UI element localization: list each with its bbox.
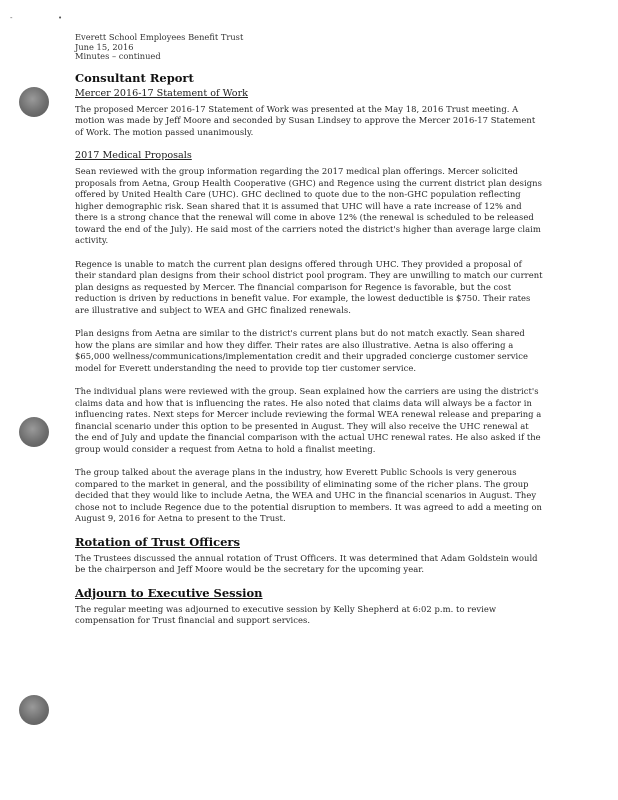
mercer-sow-heading: Mercer 2016-17 Statement of Work bbox=[75, 87, 248, 99]
medical-proposals-heading: 2017 Medical Proposals bbox=[75, 150, 192, 161]
medical-paragraph-5: The group talked about the average plans in the industry, how Everett Public Schools is very generous compared to the market in general, and the possibility of eliminating some of the richer plans. The group decided that they would like to include Aetna, the WEA and UHC in the financial scenarios in August. They chose not to include Regence due to the potential disruption to members. It was agreed to add a meeting on August 9, 2016 for Aetna to present to the Trust. bbox=[75, 467, 542, 523]
medical-paragraph-3: Plan designs from Aetna are similar to the district's current plans but do not match exactly. Sean shared how the plans are similar and how they differ. Their rates are also illustrative. Aetna is also offering a $65,000 wellness/communications/implementation credit and their upgraded concierge customer service model for Everett understanding the need to provide top tier customer service. bbox=[75, 328, 529, 373]
punch-hole-middle bbox=[19, 417, 49, 447]
document-header bbox=[75, 33, 545, 62]
medical-paragraph-1: Sean reviewed with the group information regarding the 2017 medical plan offerings. Mercer solicited proposals from Aetna, Group Health Cooperative (GHC) and Regence using the current district plan designs offered by United Health Care (UHC). GHC declined to quote due to the non-GHC population reflecting higher demographic risk. Sean shared that it is assumed that UHC will have a rate increase of 12% and there is a strong chance that the renewal will come in above 12% (the renewal is scheduled to be released toward the end of the July). He said most of the carriers noted the district's higher than average large claim activity. bbox=[75, 166, 542, 245]
medical-paragraph-4: The individual plans were reviewed with the group. Sean explained how the carriers are using the district's claims data and how that is influencing the rates. He also noted that claims data will always be a factor in influencing rates. Next steps for Mercer include reviewing the formal WEA renewal release and preparing a financial scenario under this option to be presented in August. They will also receive the UHC renewal at the end of July and update the financial comparison with the actual UHC renewal rates. He also asked if the group would consider a request from Aetna to hold a finalist meeting. bbox=[75, 386, 542, 454]
mercer-sow-paragraph: The proposed Mercer 2016-17 Statement of Work was presented at the May 18, 2016 Trust meeting. A motion was made by Jeff Moore and seconded by Susan Lindsey to approve the Mercer 2016-17 Statement of Work. The motion passed unanimously. bbox=[75, 103, 536, 137]
adjourn-heading: Adjourn to Executive Session bbox=[75, 585, 263, 600]
punch-hole-top bbox=[19, 87, 49, 117]
medical-paragraph-2: Regence is unable to match the current plan designs offered through UHC. They provided a proposal of their standard plan designs from their school district pool program. They are unwilling to match our current plan designs as requested by Mercer. The financial comparison for Regence is favorable, but the cost reduction is driven by reductions in benefit value. For example, the lowest deductible is $750. Their rates are illustrative and subject to WEA and GHC finalized renewals. bbox=[75, 258, 543, 315]
corner-mark: ‑ bbox=[10, 14, 13, 22]
adjourn-paragraph: The regular meeting was adjourned to executive session by Kelly Shepherd at 6:02 p.m. to review compensation for Trust financial and support services. bbox=[75, 603, 497, 625]
rotation-paragraph: The Trustees discussed the annual rotation of Trust Officers. It was determined that Adam Goldstein would be the chairperson and Jeff Moore would be the secretary for the upcoming year. bbox=[75, 552, 538, 574]
header-date: June 15, 2016 bbox=[75, 41, 134, 52]
rotation-heading: Rotation of Trust Officers bbox=[75, 534, 240, 549]
corner-dot: • bbox=[58, 14, 63, 22]
consultant-report-heading: Consultant Report bbox=[75, 70, 194, 85]
punch-hole-bottom bbox=[19, 695, 49, 725]
document-content bbox=[75, 33, 545, 627]
header-org: Everett School Employees Benefit Trust bbox=[75, 32, 244, 42]
header-continued: Minutes – continued bbox=[75, 51, 161, 61]
